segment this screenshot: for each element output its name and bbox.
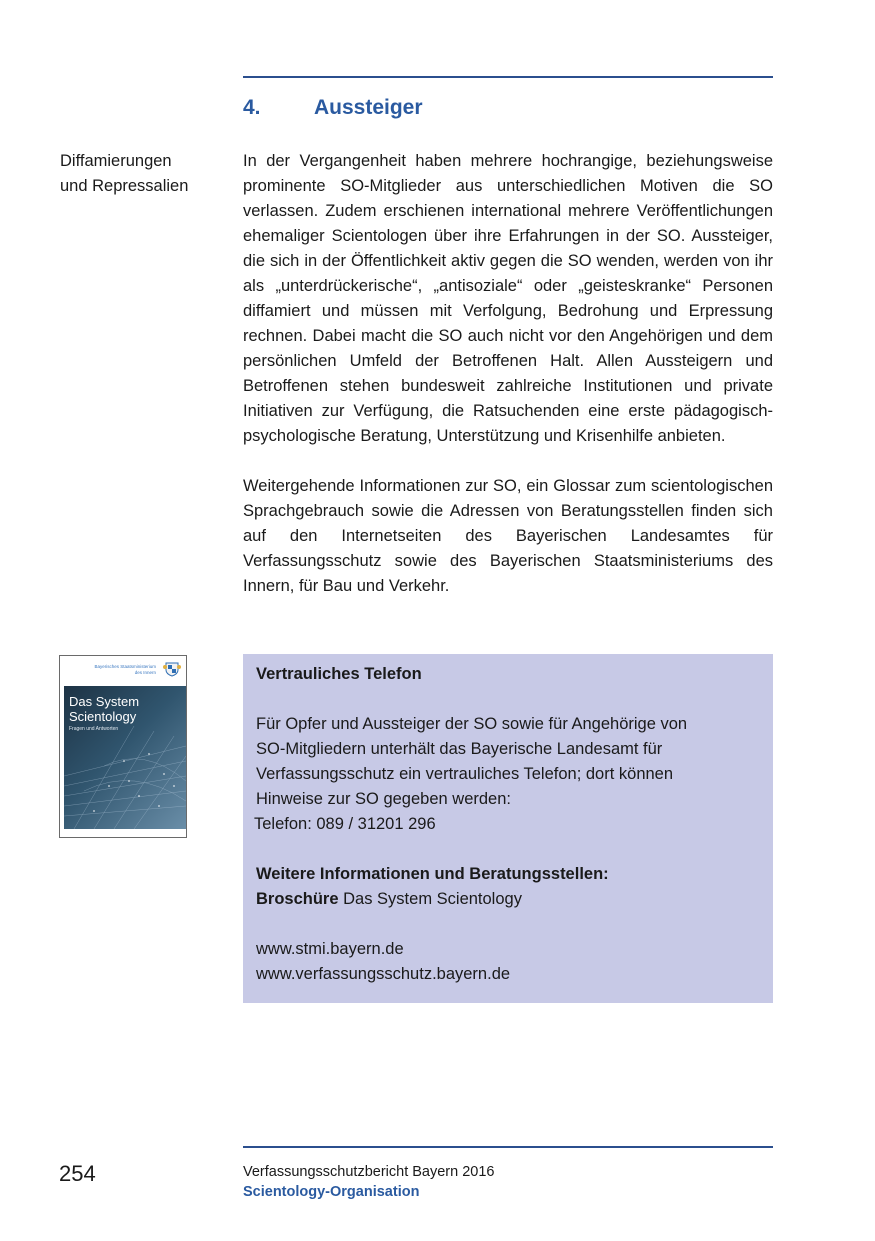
paragraph: In der Vergangenheit haben mehrere hochrangige, beziehungsweise prominente SO-Mitglieder aus unterschiedlichen Motiven die SO verlassen. Zudem erschienen international mehrere Veröffentlichungen ehemaliger Scientologen über ihre Erfahrungen in der SO. Aussteiger, die sich in der Öffentlichkeit aktiv gegen die SO wenden, werden von ihr als „unterdrückerische“, „antisoziale“ oder „geisteskranke“ Personen diffamiert und müssen mit Verfolgung, Bedrohung und Erpressung rechnen. Dabei macht die SO auch nicht vor den Angehörigen und dem persönlichen Umfeld der Betroffenen Halt. Allen Aussteigern und Betroffenen stehen bundesweit zahlreiche Institutionen und private Initiativen zur Verfügung, die Ratsuchenden eine erste pädagogisch-psychologische Beratung, Unterstützung und Krisenhilfe anbieten.: [243, 152, 773, 445]
margin-note-line: Diffamierungen: [60, 152, 172, 170]
more-info-heading: Weitere Informationen und Beratungsstellen:: [256, 865, 609, 883]
link-stmi[interactable]: www.stmi.bayern.de: [256, 940, 404, 958]
link-verfassungsschutz[interactable]: www.verfassungsschutz.bayern.de: [256, 965, 511, 983]
cover-ministry-line: des Innern: [134, 670, 156, 675]
cover-title-line: Scientology: [69, 709, 137, 724]
footer-rule: [243, 1146, 773, 1148]
footer: [243, 1162, 494, 1202]
brochure-label: Broschüre: [256, 890, 339, 908]
spacer: [256, 912, 760, 937]
brochure-title: Das System Scientology: [343, 890, 522, 908]
bavarian-crest-icon: [163, 661, 181, 677]
phone-number: Telefon: 089 / 31201 296: [254, 815, 436, 833]
margin-note-line: und Repressalien: [60, 177, 189, 195]
cover-image: [64, 686, 186, 829]
section-number: 4.: [243, 96, 261, 119]
footer-report-title: Verfassungsschutzbericht Bayern 2016: [243, 1164, 495, 1180]
info-line: SO-Mitgliedern unterhält das Bayerische Landesamt für: [256, 740, 663, 758]
spacer: [256, 837, 760, 862]
info-box: [243, 654, 773, 1003]
info-line: Für Opfer und Aussteiger der SO sowie für Angehörige von: [256, 715, 688, 733]
footer-chapter: Scientology-Organisation: [243, 1184, 420, 1200]
info-heading: Vertrauliches Telefon: [256, 665, 422, 683]
section-title: Aussteiger: [314, 96, 423, 119]
cover-ministry-line: Bayerisches Staatsministerium: [94, 664, 156, 669]
margin-note: [60, 149, 230, 199]
paragraph: Weitergehende Informationen zur SO, ein Glossar zum scientologischen Sprachgebrauch sowie die Adressen von Beratungsstellen finden sich auf den Internetseiten des Bayerischen Landesamtes für Verfassungsschutz sowie des Bayerischen Staatsministeriums des Innern, für Bau und Verkehr.: [243, 477, 773, 595]
cover-title: [69, 694, 139, 724]
info-line: Verfassungsschutz ein vertrauliches Telefon; dort können: [256, 765, 674, 783]
brochure-line: [256, 887, 760, 912]
cover-subtitle: Fragen und Antworten: [69, 726, 119, 732]
info-line: Hinweise zur SO gegeben werden:: [256, 790, 511, 808]
brochure-cover: [59, 655, 187, 838]
body-text: [243, 149, 773, 599]
cover-ministry: [68, 664, 156, 676]
spacer: [256, 687, 760, 712]
page-number: 254: [59, 1161, 96, 1186]
section-heading: [243, 96, 423, 120]
header-rule: [243, 76, 773, 78]
cover-title-line: Das System: [69, 694, 140, 709]
